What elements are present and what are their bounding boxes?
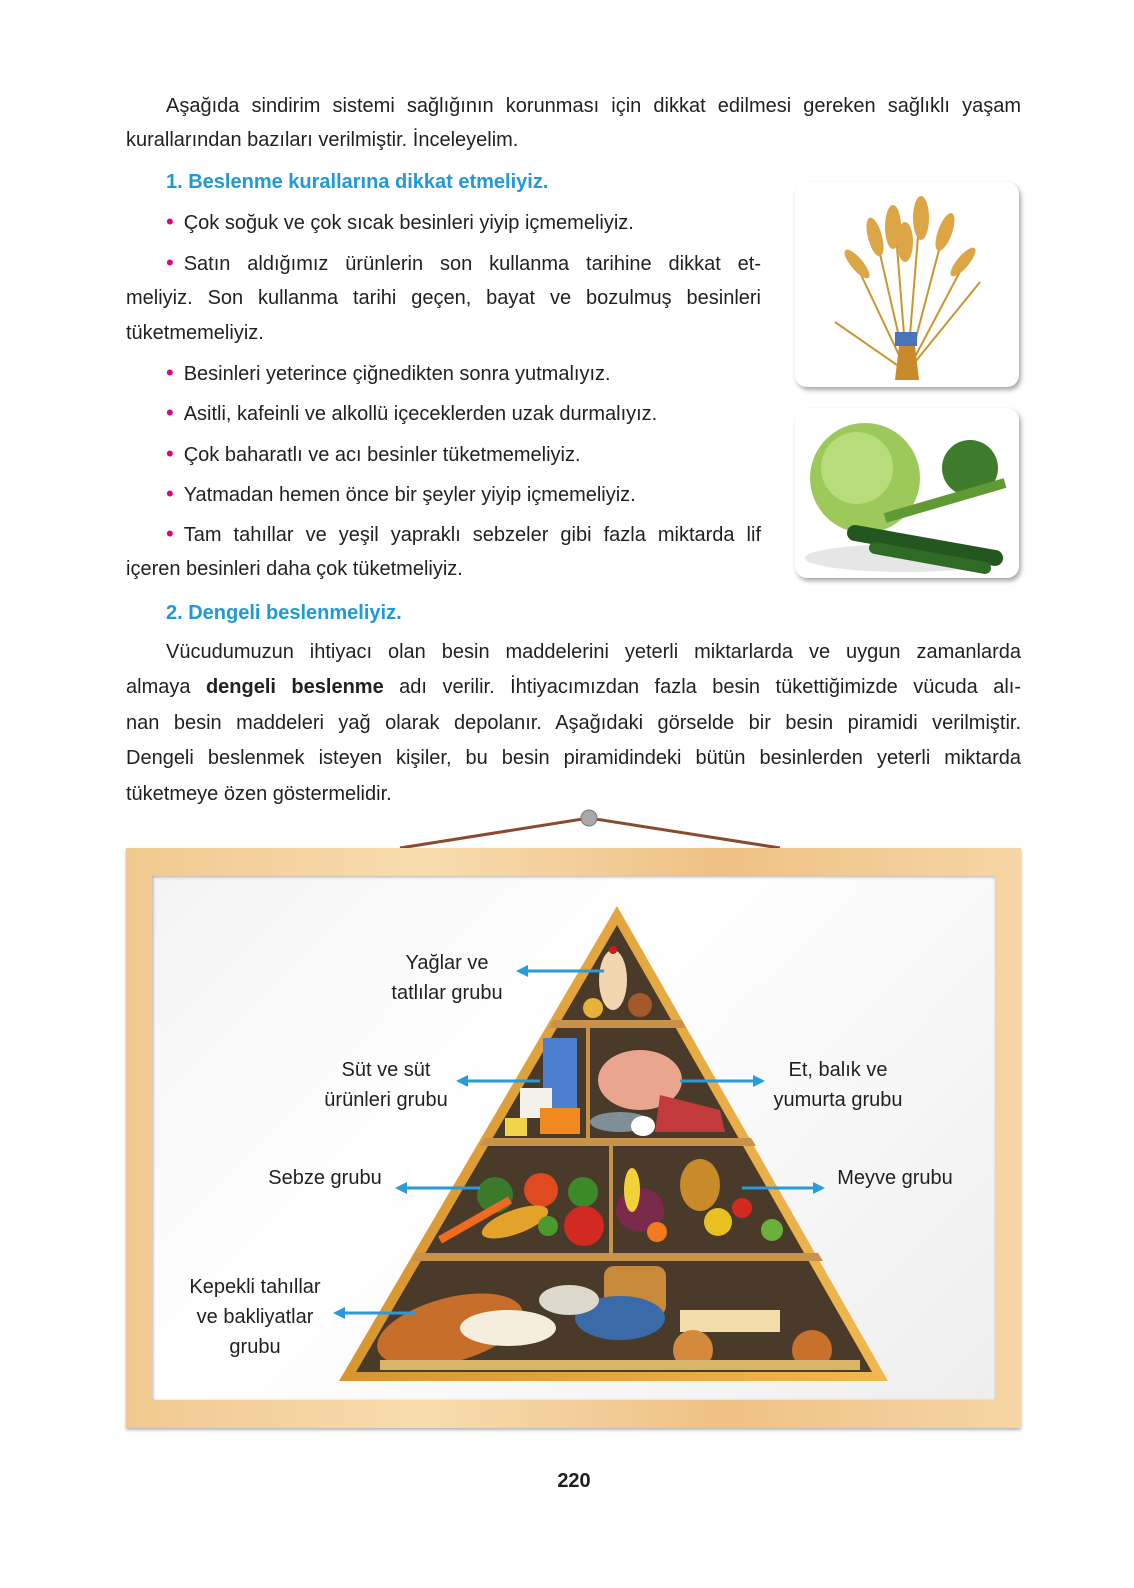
label-line: grubu (229, 1336, 281, 1358)
section-1-heading: 1. Beslenme kurallarına dikkat etmeliyiz. (166, 171, 549, 193)
bullet-2-line-3: tüketmemeliyiz. (126, 322, 264, 344)
divider-2 (609, 1146, 613, 1253)
intro-line-2: kurallarından bazıları verilmiştir. İnceleyelim. (126, 129, 519, 151)
bullet-text: Çok soğuk ve çok sıcak besinleri yiyip içmemeliyiz. (183, 212, 634, 234)
label-grains (170, 1272, 340, 1362)
bullet-7-line-2: içeren besinleri daha çok tüketmeliyiz. (126, 558, 463, 580)
label-dairy (306, 1055, 466, 1115)
shelf-2 (480, 1138, 756, 1146)
bullet-dot: • (166, 209, 174, 234)
intro-line-1: Aşağıda sindirim sistemi sağlığının korunması için dikkat edilmesi gereken sağlıklı yaşam (166, 95, 1021, 117)
bullet-text: Asitli, kafeinli ve alkollü içeceklerden uzak durmalıyız. (183, 403, 658, 425)
label-line: ve bakliyatlar (196, 1306, 314, 1328)
bullet-text: Yatmadan hemen önce bir şeyler yiyip içmemeliyiz. (183, 484, 636, 506)
bullet-text: Satın aldığımız ürünlerin son kullanma tarihine dikkat et- (183, 253, 761, 275)
para-line-4: Dengeli beslenmek isteyen kişiler, bu besin piramidindeki bütün besinlerden yeterli miktarda (126, 747, 1021, 769)
label-line: Süt ve süt (341, 1059, 431, 1081)
bullet-dot: • (166, 400, 174, 425)
label-line: Sebze grubu (268, 1167, 382, 1189)
label-line: Meyve grubu (837, 1167, 953, 1189)
label-fruits (825, 1163, 965, 1193)
bullet-text: Çok baharatlı ve acı besinler tüketmemeliyiz. (183, 444, 581, 466)
shelf-1 (549, 1020, 686, 1028)
label-line: Yağlar ve (405, 952, 489, 974)
label-line: yumurta grubu (773, 1089, 903, 1111)
label-vegetables (250, 1163, 400, 1193)
bullet-dot: • (166, 441, 174, 466)
bullet-dot: • (166, 521, 174, 546)
para-line-1: Vücudumuzun ihtiyacı olan besin maddelerini yeterli miktarlarda ve uygun zamanlarda (166, 641, 1021, 663)
bullet-dot: • (166, 481, 174, 506)
shelf-3 (412, 1253, 823, 1261)
para-line-5: tüketmeye özen göstermelidir. (126, 783, 392, 805)
bullet-dot: • (166, 250, 174, 275)
bullet-text: Besinleri yeterince çiğnedikten sonra yutmalıyız. (183, 363, 611, 385)
bullet-2-line-2: meliyiz. Son kullanma tarihi geçen, bayat ve bozulmuş besinleri (126, 287, 761, 309)
label-line: ürünleri grubu (324, 1089, 448, 1111)
para-text: adı verilir. İhtiyacımızdan fazla besin tükettiğimizde vücuda alı- (399, 676, 1021, 698)
bullet-dot: • (166, 360, 174, 385)
label-fats-sweets (367, 948, 527, 1008)
label-line: Et, balık ve (788, 1059, 888, 1081)
para-line-3: nan besin maddeleri yağ olarak depolanır. Aşağıdaki görselde bir besin piramidi verilmiştir. (126, 712, 1021, 734)
bold-term-dengeli-beslenme: dengeli beslenme (205, 676, 384, 698)
label-meat (758, 1055, 918, 1115)
label-line: Kepekli tahıllar (189, 1276, 321, 1298)
divider-1 (586, 1028, 590, 1138)
page-number: 220 (557, 1470, 591, 1492)
bullet-text: Tam tahıllar ve yeşil yapraklı sebzeler gibi fazla miktarda lif (183, 524, 761, 546)
para-text: almaya (126, 676, 191, 698)
section-2-heading: 2. Dengeli beslenmeliyiz. (166, 602, 402, 624)
label-line: tatlılar grubu (391, 982, 503, 1004)
